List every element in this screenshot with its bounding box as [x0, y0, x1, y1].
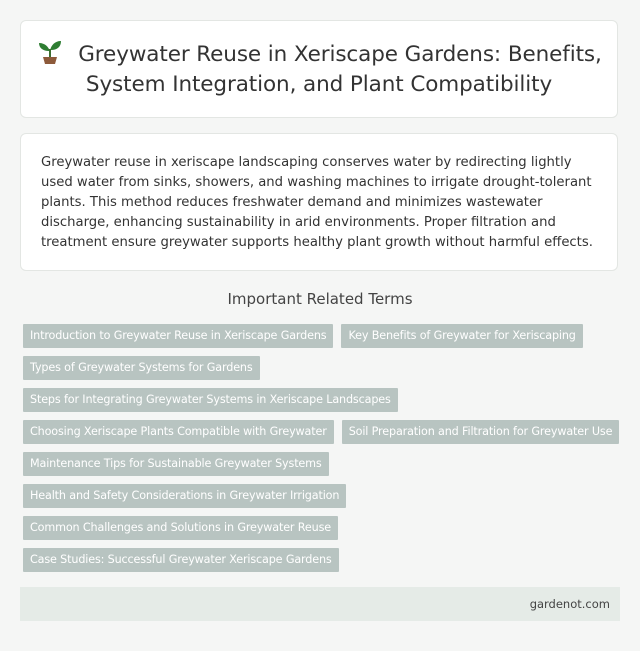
tag-row — [23, 484, 623, 516]
tag-row — [23, 420, 623, 452]
related-term-tag[interactable]: Soil Preparation and Filtration for Greywater Use — [342, 420, 620, 444]
summary-card — [20, 133, 618, 271]
tag-row — [23, 516, 623, 548]
related-term-tag[interactable]: Case Studies: Successful Greywater Xeriscape Gardens — [23, 548, 339, 572]
page-title — [21, 38, 617, 100]
related-term-tag[interactable]: Types of Greywater Systems for Gardens — [23, 356, 260, 380]
title-card — [20, 20, 618, 118]
tag-row — [23, 388, 623, 420]
related-term-tag[interactable]: Maintenance Tips for Sustainable Greywater Systems — [23, 452, 329, 476]
related-terms-list — [23, 324, 623, 580]
summary-text: Greywater reuse in xeriscape landscaping conserves water by redirecting lightly used water from sinks, showers, and washing machines to irrigate drought-tolerant plants. This method reduces freshwater demand and minimizes wastewater discharge, enhancing sustainability in arid environments. Proper filtration and treatment ensure greywater supports healthy plant growth without harmful effects. — [41, 155, 593, 250]
related-terms-heading: Important Related Terms — [227, 290, 413, 308]
tag-row — [23, 356, 623, 388]
tag-row — [23, 452, 623, 484]
related-term-tag[interactable]: Introduction to Greywater Reuse in Xeriscape Gardens — [23, 324, 333, 348]
related-term-tag[interactable]: Choosing Xeriscape Plants Compatible with Greywater — [23, 420, 334, 444]
tag-row — [23, 548, 623, 580]
page-title-text: Greywater Reuse in Xeriscape Gardens: Benefits, System Integration, and Plant Compatibility — [78, 42, 602, 97]
tag-row — [23, 324, 623, 356]
related-term-tag[interactable]: Common Challenges and Solutions in Greywater Reuse — [23, 516, 338, 540]
footer — [20, 587, 620, 621]
related-term-tag[interactable]: Steps for Integrating Greywater Systems in Xeriscape Landscapes — [23, 388, 398, 412]
related-term-tag[interactable]: Key Benefits of Greywater for Xeriscaping — [341, 324, 582, 348]
seedling-icon — [36, 38, 64, 64]
related-term-tag[interactable]: Health and Safety Considerations in Greywater Irrigation — [23, 484, 346, 508]
footer-site-link[interactable]: gardenot.com — [529, 597, 610, 611]
